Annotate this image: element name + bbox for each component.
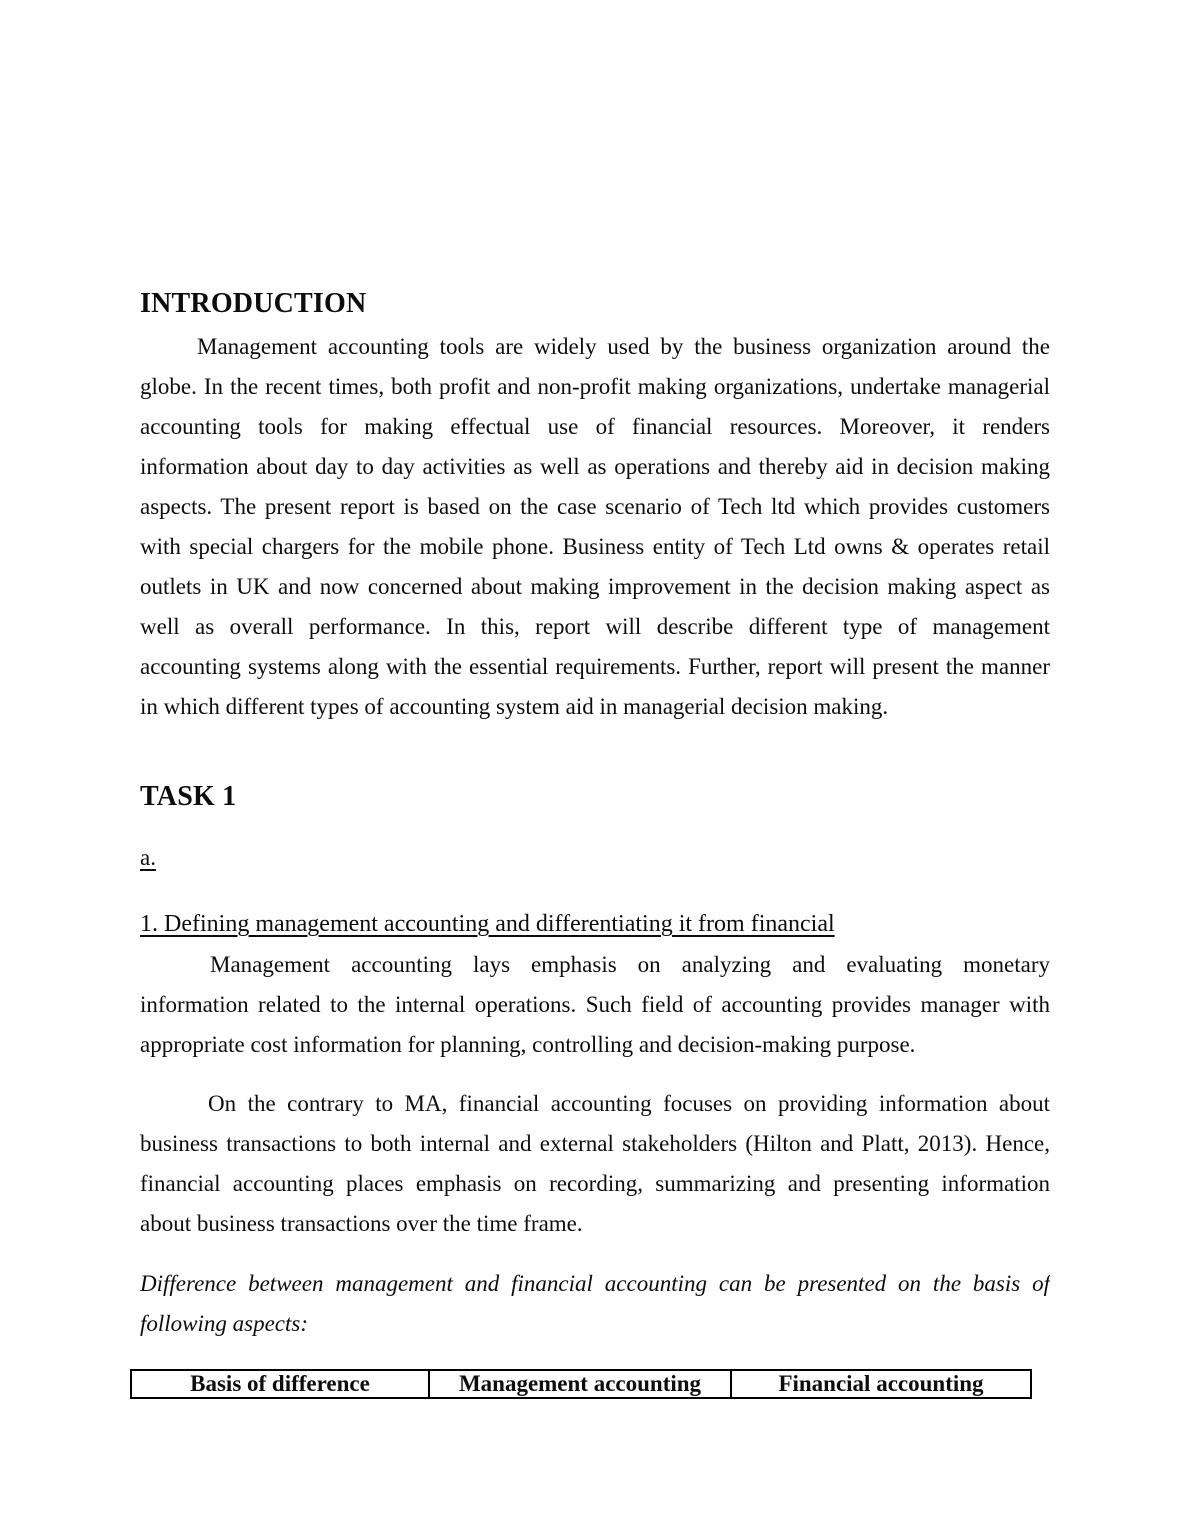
text-line: globe. In the recent times, both profit and non-profit making organizations, undertake managerial [140,374,1050,399]
text-line: outlets in UK and now concerned about making improvement in the decision making aspect as [140,574,1050,599]
text-line: information about day to day activities as well as operations and thereby aid in decision making [140,454,1050,479]
text-line: about business transactions over the time frame. [140,1211,583,1236]
defining-heading: 1. Defining management accounting and differentiating it from financial [140,911,835,937]
text-line: Difference between management and financial accounting can be presented on the basis of [140,1271,1050,1296]
table-header-basis-of-difference: Basis of difference [131,1370,429,1398]
text-line: accounting systems along with the essential requirements. Further, report will present the manner [140,654,1050,679]
text-line: accounting tools for making effectual use of financial resources. Moreover, it renders [140,414,1050,439]
text-line: in which different types of accounting system aid in managerial decision making. [140,694,889,719]
text-line: business transactions to both internal and external stakeholders (Hilton and Platt, 2013). Hence, [140,1131,1050,1156]
text-line: financial accounting places emphasis on recording, summarizing and presenting information [140,1171,1050,1196]
financial-accounting-paragraph [140,1084,1050,1244]
task1-sub-label: a. [140,845,156,870]
text-line: Management accounting tools are widely used by the business organization around the [197,334,1050,359]
table-header-management-accounting: Management accounting [429,1370,731,1398]
text-line: information related to the internal operations. Such field of accounting provides manager with [140,992,1050,1017]
text-line: Management accounting lays emphasis on analyzing and evaluating monetary [210,952,1050,977]
text-line: following aspects: [140,1311,309,1336]
difference-table [130,1369,1032,1399]
task1-heading: TASK 1 [140,781,237,812]
text-line: well as overall performance. In this, report will describe different type of management [140,614,1050,639]
introduction-paragraph [140,327,1050,727]
text-line: aspects. The present report is based on the case scenario of Tech ltd which provides customers [140,494,1050,519]
table-header-financial-accounting: Financial accounting [731,1370,1031,1398]
text-line: appropriate cost information for planning, controlling and decision-making purpose. [140,1032,916,1057]
management-accounting-paragraph [140,945,1050,1065]
difference-table-header-row [131,1370,1031,1398]
text-line: On the contrary to MA, financial accounting focuses on providing information about [208,1091,1050,1116]
text-line: with special chargers for the mobile phone. Business entity of Tech Ltd owns & operates retail [140,534,1050,559]
introduction-heading: INTRODUCTION [140,288,367,319]
difference-note-paragraph [140,1264,1050,1344]
